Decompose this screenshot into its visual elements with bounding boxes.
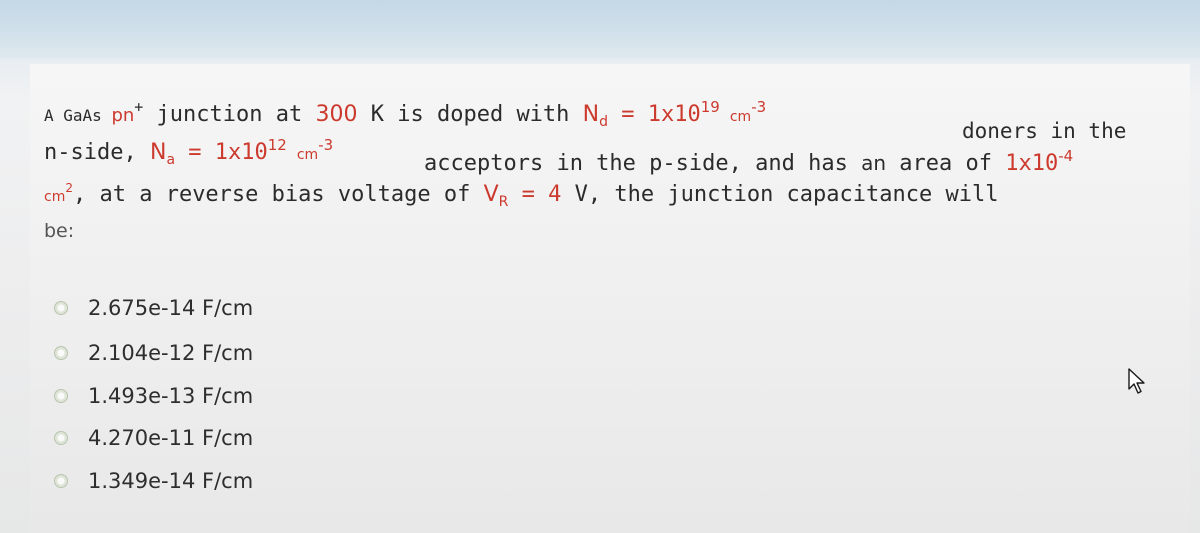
answer-option-label: 1.349e-14 F/cm bbox=[88, 469, 254, 493]
mouse-cursor-icon bbox=[1128, 368, 1146, 398]
answer-option-label: 2.675e-14 F/cm bbox=[88, 296, 254, 320]
answer-option-5[interactable] bbox=[54, 467, 253, 495]
answer-option-2[interactable] bbox=[54, 339, 253, 367]
top-band bbox=[0, 0, 1200, 58]
question-line-1-end: doners in the bbox=[962, 119, 1127, 143]
question-line-4: be: bbox=[44, 220, 75, 242]
question-line-2: n-side, $N_a = 1x10^{12}cm^{-3}$ bbox=[44, 136, 334, 168]
answer-option-4[interactable] bbox=[54, 424, 253, 452]
answer-option-3[interactable] bbox=[54, 382, 253, 410]
answer-option-1[interactable] bbox=[54, 294, 253, 322]
answer-option-label: 4.270e-11 F/cm bbox=[88, 426, 254, 450]
radio-button[interactable] bbox=[54, 301, 68, 315]
radio-button[interactable] bbox=[54, 431, 68, 445]
question-line-2-end: acceptors in the p-side, and has an area of $1x10^{-4}$ bbox=[424, 147, 1074, 176]
question-line-1: A GaAs pn+ junction at 300 K is doped with $N_d = 1x10^{19}cm^{-3}$ bbox=[44, 98, 767, 130]
answer-option-label: 2.104e-12 F/cm bbox=[88, 341, 254, 365]
radio-button[interactable] bbox=[54, 474, 68, 488]
radio-button[interactable] bbox=[54, 346, 68, 360]
question-line-3: $cm^2$, at a reverse bias voltage of $V_R = 4$ V, the junction capacitance will bbox=[44, 181, 999, 210]
radio-button[interactable] bbox=[54, 389, 68, 403]
answer-option-label: 1.493e-13 F/cm bbox=[88, 384, 254, 408]
